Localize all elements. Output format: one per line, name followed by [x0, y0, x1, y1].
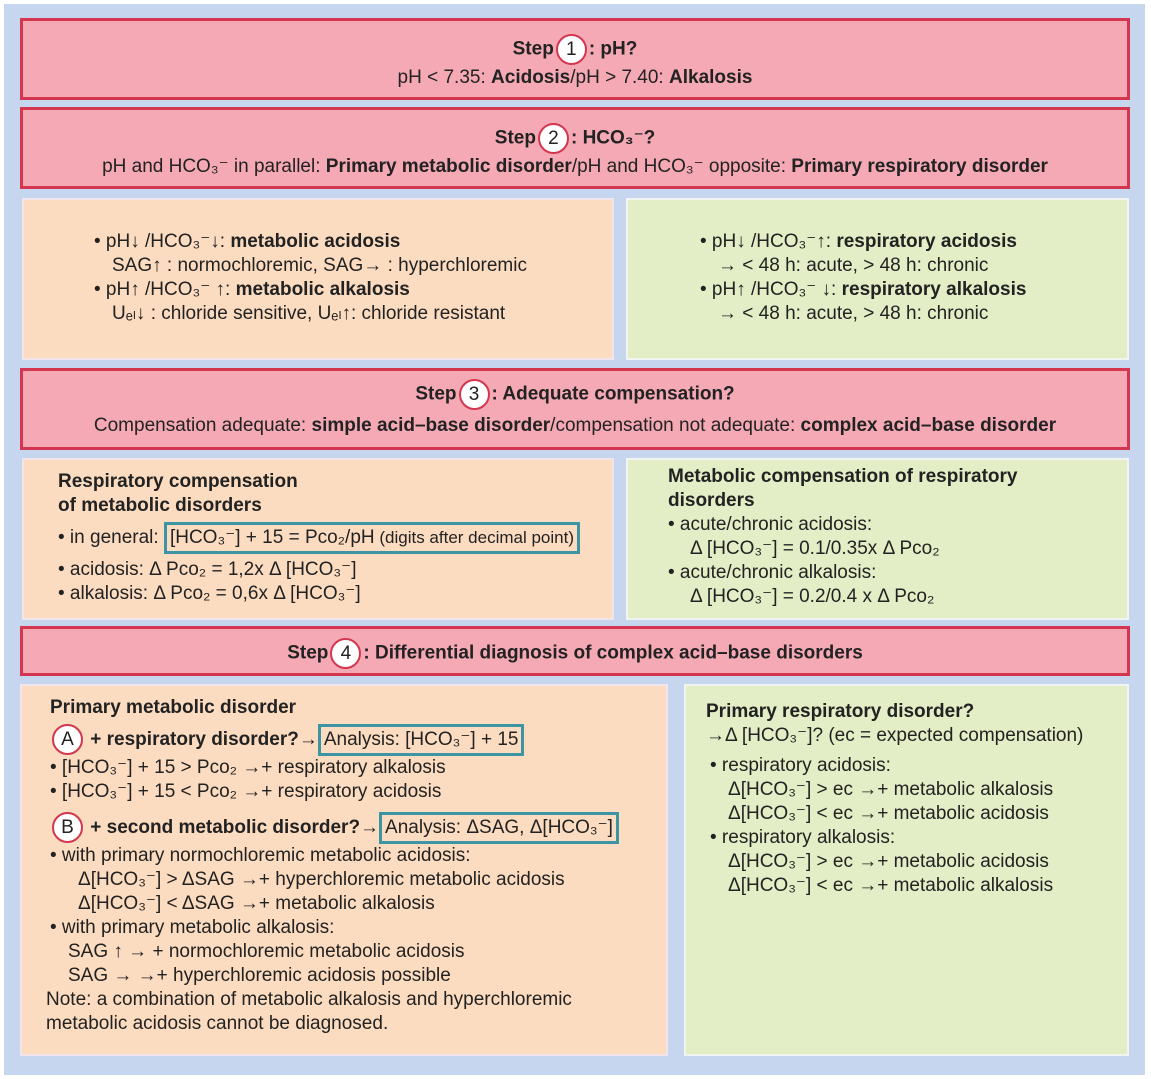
step1-box: [20, 18, 1130, 100]
text-fragment: • pH↓ /HCO₃⁻↓:: [94, 231, 231, 252]
text-fragment: pH and HCO₃⁻ in parallel:: [102, 156, 326, 177]
respiratory-alkalosis-timing: → < 48 h: acute, > 48 h: chronic: [718, 303, 989, 324]
respiratory-alkalosis-line: [700, 278, 1127, 302]
respiratory-acidosis-timing: → < 48 h: acute, > 48 h: chronic: [718, 255, 989, 276]
step3-title: [23, 379, 1127, 410]
resp-alkalosis-rule-2: Δ[HCO₃⁻] < ec →+ metabolic alkalosis: [728, 875, 1054, 896]
text-fragment: : pH?: [588, 38, 638, 60]
respiratory-disorders-box: [626, 198, 1129, 360]
analysis-b-box: Analysis: ΔSAG, Δ[HCO₃⁻]: [379, 812, 619, 844]
text-fragment: metabolic acidosis: [230, 231, 401, 252]
note-line-1: Note: a combination of metabolic alkalosis and hyperchloremic: [46, 989, 572, 1010]
respiratory-compensation-heading-2: of metabolic disorders: [58, 495, 262, 516]
option-a-circle: A: [52, 724, 83, 755]
option-a-acidosis: • [HCO₃⁻] + 15 < Pco₂ →+ respiratory acidosis: [50, 781, 442, 802]
text-fragment: pH < 7.35:: [397, 67, 492, 88]
acute-chronic-acidosis: • acute/chronic acidosis:: [668, 514, 873, 535]
text-fragment: : HCO₃⁻?: [570, 127, 656, 149]
text-fragment: /compensation not adequate:: [550, 415, 801, 436]
resp-alkalosis-rule-1: Δ[HCO₃⁻] > ec →+ metabolic acidosis: [728, 851, 1049, 872]
text-fragment: respiratory alkalosis: [841, 279, 1027, 300]
text-fragment: Step: [494, 127, 536, 149]
text-fragment: Step: [512, 38, 554, 60]
step4-number-circle: 4: [330, 638, 361, 669]
analysis-a-box: Analysis: [HCO₃⁻] + 15: [318, 724, 525, 756]
primary-metabolic-heading: Primary metabolic disorder: [50, 697, 297, 718]
note-line-2: metabolic acidosis cannot be diagnosed.: [46, 1013, 389, 1034]
primary-respiratory-heading: Primary respiratory disorder?: [706, 701, 975, 722]
metabolic-compensation-heading: Metabolic compensation of respiratory: [668, 466, 1018, 487]
acute-chronic-alkalosis: • acute/chronic alkalosis:: [668, 562, 877, 583]
general-formula-box: [164, 522, 580, 554]
resp-acidosis-rule-2: Δ[HCO₃⁻] < ec →+ metabolic acidosis: [728, 803, 1049, 824]
text-fragment: complex acid–base disorder: [800, 415, 1057, 436]
option-b-line: [50, 812, 666, 844]
metabolic-disorders-box: [22, 198, 614, 360]
text-fragment: (digits after decimal point): [374, 528, 574, 547]
step2-criteria: [23, 154, 1127, 180]
primary-metabolic-box: [20, 684, 668, 1056]
text-fragment: + respiratory disorder?→: [85, 729, 318, 750]
text-fragment: • pH↑ /HCO₃⁻ ↓:: [700, 279, 842, 300]
text-fragment: metabolic alkalosis: [235, 279, 410, 300]
text-fragment: simple acid–base disorder: [311, 415, 551, 436]
text-fragment: /pH > 7.40:: [570, 67, 669, 88]
alkalosis-rule: Δ[HCO₃⁻] < ΔSAG →+ metabolic alkalosis: [78, 893, 435, 914]
step1-number-circle: 1: [556, 34, 587, 65]
hyperchloremic-rule: Δ[HCO₃⁻] > ΔSAG →+ hyperchloremic metabolic acidosis: [78, 869, 565, 890]
step3-number-circle: 3: [459, 379, 490, 410]
respiratory-compensation-box: [22, 458, 614, 620]
text-fragment: • in general:: [58, 527, 164, 548]
text-fragment: [HCO₃⁻] + 15 = Pco₂/pH: [169, 527, 375, 548]
option-a-line: [50, 724, 666, 756]
metabolic-compensation-heading-2: disorders: [668, 490, 755, 511]
text-fragment: Compensation adequate:: [93, 415, 312, 436]
text-fragment: • pH↓ /HCO₃⁻↑:: [700, 231, 837, 252]
step2-box: [20, 107, 1130, 189]
step3-criteria: [23, 413, 1127, 439]
step1-criteria: [23, 65, 1127, 91]
text-fragment: Acidosis: [491, 67, 571, 88]
sag-flat-rule: SAG → →+ hyperchloremic acidosis possible: [68, 965, 451, 986]
option-b-circle: B: [52, 812, 83, 843]
metabolic-acidosis-line: [94, 230, 612, 254]
acidosis-compensation-formula: Δ [HCO₃⁻] = 0.1/0.35x Δ Pco₂: [690, 538, 940, 559]
text-fragment: Step: [287, 642, 329, 664]
respiratory-acidosis-line: [700, 230, 1127, 254]
expected-compensation-line: →Δ [HCO₃⁻]? (ec = expected compensation): [706, 725, 1084, 746]
general-rule-line: [58, 522, 612, 554]
step3-box: [20, 368, 1130, 450]
step4-box: [20, 626, 1130, 676]
resp-acidosis-rule-1: Δ[HCO₃⁻] > ec →+ metabolic alkalosis: [728, 779, 1054, 800]
metabolic-alkalosis-line: [94, 278, 612, 302]
normochloremic-heading: • with primary normochloremic metabolic acidosis:: [50, 845, 471, 866]
text-fragment: Primary respiratory disorder: [791, 156, 1048, 177]
step2-title: [23, 123, 1127, 154]
text-fragment: Step: [415, 383, 457, 405]
sag-up-rule: SAG ↑ → + normochloremic metabolic acidosis: [68, 941, 465, 962]
alkalosis-compensation-formula: Δ [HCO₃⁻] = 0.2/0.4 x Δ Pco₂: [690, 586, 935, 607]
text-fragment: respiratory acidosis: [836, 231, 1017, 252]
sag-line: SAG↑ : normochloremic, SAG→ : hyperchloremic: [112, 255, 527, 276]
acidosis-formula: • acidosis: Δ Pco₂ = 1,2x Δ [HCO₃⁻]: [58, 559, 357, 580]
text-fragment: • pH↑ /HCO₃⁻ ↑:: [94, 279, 236, 300]
urine-chloride-line: Uₑₗ↓ : chloride sensitive, Uₑₗ↑: chloride resistant: [112, 303, 506, 324]
respiratory-compensation-heading: Respiratory compensation: [58, 471, 298, 492]
alkalosis-formula: • alkalosis: Δ Pco₂ = 0,6x Δ [HCO₃⁻]: [58, 583, 361, 604]
metabolic-compensation-box: [626, 458, 1129, 620]
step2-number-circle: 2: [538, 123, 569, 154]
resp-alkalosis-heading: • respiratory alkalosis:: [710, 827, 896, 848]
step1-title: [23, 34, 1127, 65]
text-fragment: /pH and HCO₃⁻ opposite:: [571, 156, 792, 177]
primary-alkalosis-heading: • with primary metabolic alkalosis:: [50, 917, 335, 938]
text-fragment: Alkalosis: [669, 67, 753, 88]
primary-respiratory-box: [684, 684, 1129, 1056]
text-fragment: : Differential diagnosis of complex acid–base disorders: [363, 642, 863, 664]
text-fragment: + second metabolic disorder?→: [85, 817, 380, 838]
option-a-alkalosis: • [HCO₃⁻] + 15 > Pco₂ →+ respiratory alkalosis: [50, 757, 446, 778]
step4-title: [23, 638, 1127, 669]
text-fragment: : Adequate compensation?: [491, 383, 735, 405]
text-fragment: Primary metabolic disorder: [325, 156, 572, 177]
resp-acidosis-heading: • respiratory acidosis:: [710, 755, 891, 776]
